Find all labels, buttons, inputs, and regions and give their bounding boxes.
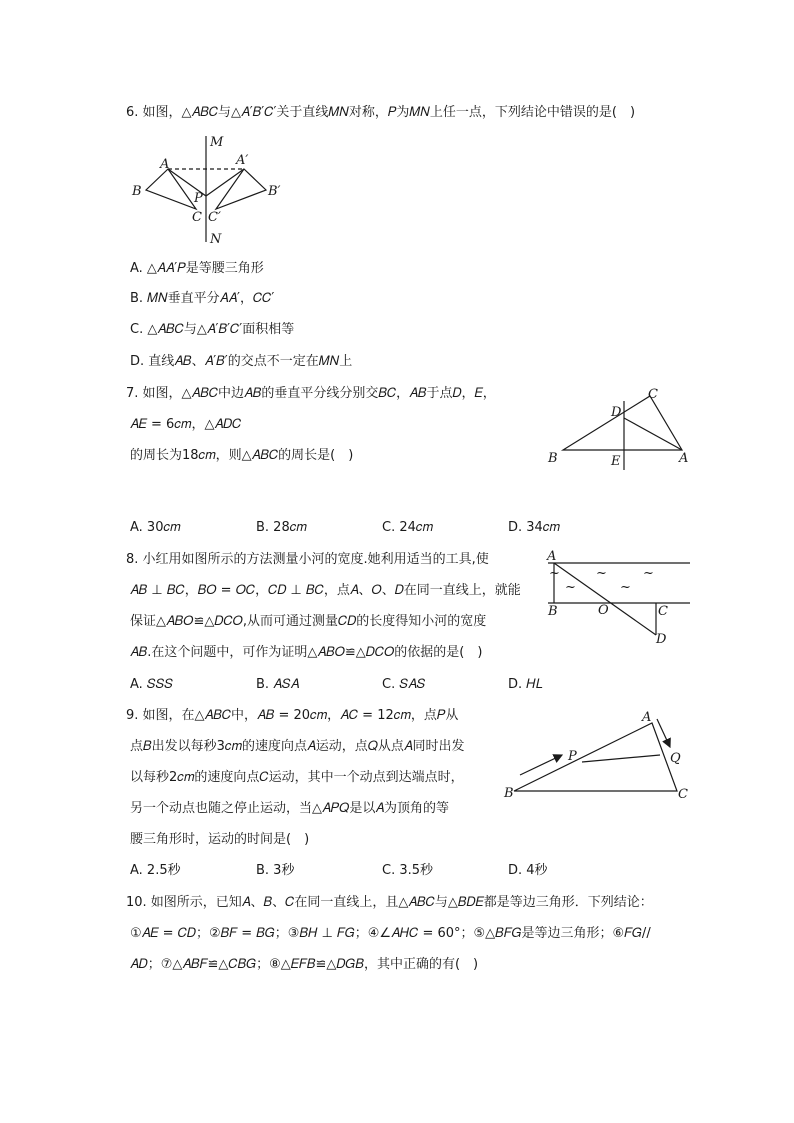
q9-option-d[interactable]: D. 4秒 (508, 863, 548, 878)
q6-label-b2: B′ (268, 184, 281, 199)
q8-stem-line3: 保证△𝐴𝐵𝑂≌△𝐷𝐶𝑂,从而可通过测量𝐶𝐷的长度得知小河的宽度 (130, 614, 487, 629)
q6-label-n: N (210, 232, 222, 247)
q7-figure (545, 384, 700, 474)
q6-option-d[interactable]: D. 直线𝐴𝐵、𝐴′𝐵′的交点不一定在𝑀𝑁上 (130, 354, 353, 369)
q9-figure (500, 705, 700, 805)
q9-option-c[interactable]: C. 3.5秒 (382, 863, 434, 878)
q6-label-p: P (194, 191, 203, 206)
q6-option-a[interactable]: A. △𝐴𝐴′𝑃是等腰三角形 (130, 261, 264, 276)
q9-option-b[interactable]: B. 3秒 (256, 863, 295, 878)
q8-wave-5: ~ (620, 580, 631, 595)
q8-wave-1: ~ (549, 566, 560, 581)
q9-label-q: Q (670, 751, 681, 766)
q8-figure (540, 549, 695, 649)
q9-label-b: B (504, 786, 514, 801)
q7-option-b[interactable]: B. 28𝑐𝑚 (256, 520, 307, 535)
q9-label-c: C (678, 787, 688, 802)
q9-triangle-abc (514, 723, 677, 791)
q6-stem: 6. 如图，△𝐴𝐵𝐶与△𝐴′𝐵′𝐶′关于直线𝑀𝑁对称，𝑃为𝑀𝑁上任一点，下列结论中错误的是( ) (126, 105, 636, 120)
q8-option-c[interactable]: C. 𝑆𝐴𝑆 (382, 677, 426, 692)
q7-option-a[interactable]: A. 30𝑐𝑚 (130, 520, 181, 535)
q8-option-a[interactable]: A. 𝑆𝑆𝑆 (130, 677, 173, 692)
q8-wave-3: ~ (643, 566, 654, 581)
q8-label-d: D (656, 632, 667, 647)
q7-triangle-abc (563, 396, 682, 450)
q6-figure (128, 132, 288, 252)
q6-triangle-a2b2c2 (216, 169, 266, 209)
q10-stem-line3: 𝐴𝐷；⑦△𝐴𝐵𝐹≌△𝐶𝐵𝐺；⑧△𝐸𝐹𝐵≌△𝐷𝐺𝐵，其中正确的有( ) (130, 957, 479, 972)
q9-arrow-p (520, 755, 562, 775)
q9-stem-line1: 9. 如图，在△𝐴𝐵𝐶中，𝐴𝐵 = 20𝑐𝑚，𝐴𝐶 = 12𝑐𝑚，点𝑃从 (126, 708, 459, 723)
q9-segment-pq (582, 755, 660, 762)
q6-option-c[interactable]: C. △𝐴𝐵𝐶与△𝐴′𝐵′𝐶′面积相等 (130, 322, 295, 337)
q8-stem-line2: 𝐴𝐵 ⊥ 𝐵𝐶，𝐵𝑂 = 𝑂𝐶，𝐶𝐷 ⊥ 𝐵𝐶，点𝐴、𝑂、𝐷在同一直线上，就能 (130, 583, 521, 598)
q7-stem-line2: 𝐴𝐸 = 6𝑐𝑚，△𝐴𝐷𝐶 (130, 417, 242, 432)
q7-label-e: E (611, 454, 621, 469)
q6-label-c2: C′ (208, 210, 221, 225)
q8-option-b[interactable]: B. 𝐴𝑆𝐴 (256, 677, 300, 692)
q8-wave-2: ~ (596, 566, 607, 581)
q6-segment-a2p (206, 169, 244, 196)
q8-option-d[interactable]: D. 𝐻𝐿 (508, 677, 543, 692)
q9-label-p: P (568, 749, 577, 764)
q8-label-a: A (547, 549, 557, 564)
q6-label-a2: A′ (236, 153, 249, 168)
q7-segment-ad (624, 418, 682, 450)
q7-stem-line1: 7. 如图，△𝐴𝐵𝐶中边𝐴𝐵的垂直平分线分别交𝐵𝐶，𝐴𝐵于点𝐷，𝐸， (126, 386, 496, 401)
q8-label-c: C (658, 604, 668, 619)
q7-option-d[interactable]: D. 34𝑐𝑚 (508, 520, 560, 535)
q9-stem-line2: 点𝐵出发以每秒3𝑐𝑚的速度向点𝐴运动，点𝑄从点𝐴同时出发 (130, 739, 465, 754)
q9-stem-line5: 腰三角形时，运动的时间是( ) (130, 832, 310, 847)
q6-option-b[interactable]: B. 𝑀𝑁垂直平分𝐴𝐴′，𝐶𝐶′ (130, 291, 275, 306)
q8-stem-line1: 8. 小红用如图所示的方法测量小河的宽度.她利用适当的工具,使 (126, 552, 489, 567)
q9-stem-line4: 另一个动点也随之停止运动，当△𝐴𝑃𝑄是以𝐴为顶角的等 (130, 801, 450, 816)
q7-label-d: D (611, 405, 622, 420)
q8-stem-line4: 𝐴𝐵.在这个问题中，可作为证明△𝐴𝐵𝑂≌△𝐷𝐶𝑂的依据的是( ) (130, 645, 483, 660)
q9-label-a: A (642, 710, 652, 725)
q8-label-b: B (548, 604, 558, 619)
q6-label-a: A (160, 157, 170, 172)
q7-label-a: A (679, 451, 689, 466)
q6-label-m: M (210, 135, 224, 150)
q6-label-c: C (192, 210, 202, 225)
q8-label-o: O (598, 603, 609, 618)
q9-option-a[interactable]: A. 2.5秒 (130, 863, 181, 878)
q10-stem-line1: 10. 如图所示，已知𝐴、𝐵、𝐶在同一直线上，且△𝐴𝐵𝐶与△𝐵𝐷𝐸都是等边三角形．下列结论： (126, 895, 653, 910)
q7-option-c[interactable]: C. 24𝑐𝑚 (382, 520, 434, 535)
q6-label-b: B (132, 184, 142, 199)
q7-label-b: B (548, 451, 558, 466)
q6-triangle-abc (146, 169, 196, 209)
q7-stem-line3: 的周长为18𝑐𝑚，则△𝐴𝐵𝐶的周长是( ) (130, 448, 354, 463)
q8-wave-4: ~ (565, 580, 576, 595)
q10-stem-line2: ①𝐴𝐸 = 𝐶𝐷；②𝐵𝐹 = 𝐵𝐺；③𝐵𝐻 ⊥ 𝐹𝐺；④∠𝐴𝐻𝐶 = 60°；⑤△𝐵𝐹𝐺是等边三角形；⑥𝐹𝐺// (130, 926, 651, 941)
q9-stem-line3: 以每秒2𝑐𝑚的速度向点𝐶运动，其中一个动点到达端点时， (130, 770, 464, 785)
q7-label-c: C (648, 387, 658, 402)
